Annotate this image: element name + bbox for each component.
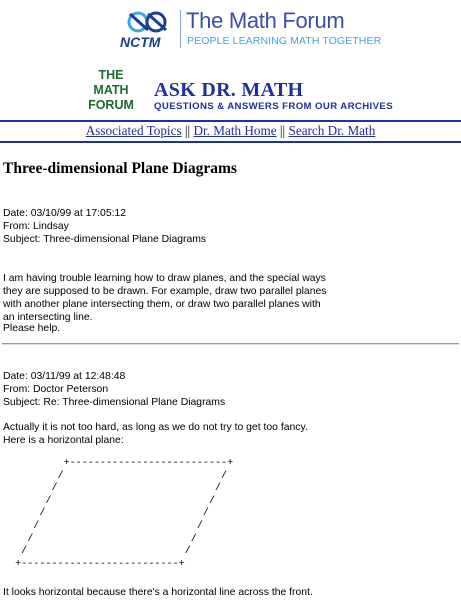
nav-rule-top bbox=[0, 120, 461, 122]
nav-rule-bottom bbox=[0, 141, 461, 143]
math-forum-logo[interactable] bbox=[79, 68, 143, 113]
banner-title[interactable]: ASK DR. MATH bbox=[154, 79, 304, 101]
question-line: with another plane intersecting them, or draw two parallel planes with bbox=[3, 299, 321, 310]
question-subject: Subject: Three-dimensional Plane Diagrams bbox=[3, 234, 207, 245]
nav-separator: || bbox=[279, 123, 286, 138]
logo-line: THE bbox=[98, 68, 124, 82]
answer-from: From: Doctor Peterson bbox=[3, 384, 109, 395]
question-line: I am having trouble learning how to draw planes, and the special ways bbox=[3, 273, 326, 284]
nav-bar bbox=[0, 123, 461, 139]
page-title: Three-dimensional Plane Diagrams bbox=[3, 160, 237, 177]
question-line: they are supposed to be drawn. For example, draw two parallel planes bbox=[3, 286, 327, 297]
question-date: Date: 03/10/99 at 17:05:12 bbox=[3, 208, 127, 219]
nav-link-dr-math-home[interactable]: Dr. Math Home bbox=[193, 123, 277, 138]
answer-header bbox=[3, 370, 225, 409]
answer-follow-up: It looks horizontal because there's a horizontal line across the front. bbox=[3, 587, 313, 598]
nav-link-associated-topics[interactable]: Associated Topics bbox=[85, 123, 182, 138]
answer-line: Here is a horizontal plane: bbox=[3, 435, 124, 446]
question-header bbox=[3, 207, 206, 246]
site-title[interactable]: The Math Forum bbox=[186, 8, 345, 33]
nctm-header bbox=[0, 0, 461, 60]
answer-date: Date: 03/11/99 at 12:48:48 bbox=[3, 371, 126, 382]
answer-body bbox=[3, 421, 308, 447]
nctm-wordmark: NCTM bbox=[120, 34, 161, 50]
header-divider bbox=[180, 10, 181, 48]
question-closing: Please help. bbox=[3, 323, 61, 334]
question-from: From: Lindsay bbox=[3, 221, 69, 232]
question-line: an intersecting line. bbox=[3, 312, 93, 323]
banner-subtitle: QUESTIONS & ANSWERS FROM OUR ARCHIVES bbox=[154, 101, 394, 112]
nav-link-search-dr-math[interactable]: Search Dr. Math bbox=[288, 123, 376, 138]
nav-separator: || bbox=[184, 123, 191, 138]
answer-subject: Subject: Re: Three-dimensional Plane Diagrams bbox=[3, 397, 226, 408]
message-divider bbox=[2, 343, 459, 345]
question-body bbox=[3, 272, 326, 324]
answer-line: Actually it is not too hard, as long as we do not try to get too fancy. bbox=[3, 422, 308, 433]
logo-line: FORUM bbox=[88, 98, 134, 112]
logo-line: MATH bbox=[93, 83, 129, 97]
ascii-plane-diagram: +--------------------------+ / / / / / / / / / / / / / / +--------------------------+ bbox=[15, 458, 234, 570]
site-tagline: PEOPLE LEARNING MATH TOGETHER bbox=[187, 35, 382, 47]
